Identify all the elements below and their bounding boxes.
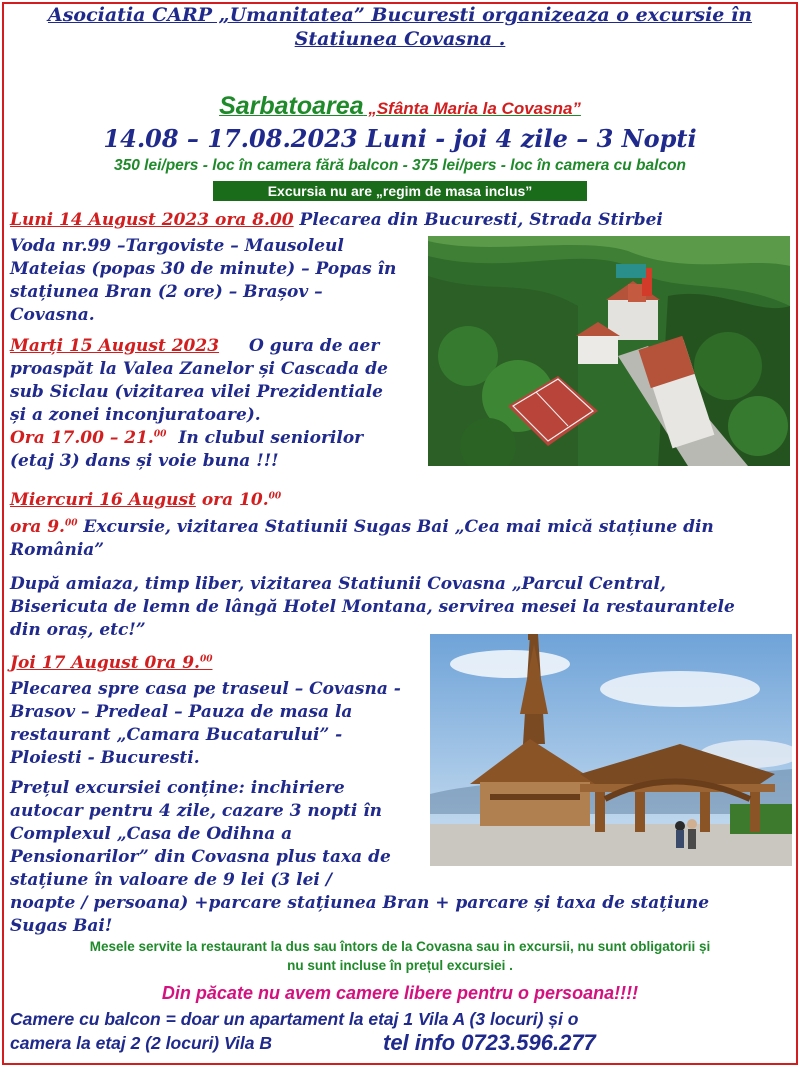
resort-aerial-svg [428, 236, 790, 466]
day3-afternoon-line-3: din oraș, etc!” [10, 620, 146, 640]
meals-note-line-2: nu sunt incluse în prețul excursiei . [287, 958, 513, 973]
includes-block [10, 777, 430, 892]
day2-line-6: (etaj 3) dans și voie buna !!! [10, 451, 279, 471]
day4-line-1 [10, 652, 430, 675]
day1-text-first: Plecarea din Bucuresti, Strada Stirbei [293, 210, 663, 230]
day2-label: Marți 15 August 2023 [10, 336, 220, 356]
includes-line-1: Prețul excursiei conține: inchiriere [10, 778, 345, 798]
day2-line-4: și a zonei inconjuratoare). [10, 405, 261, 425]
includes-line-7: Sugas Bai! [10, 916, 113, 936]
event-dates: 14.08 – 17.08.2023 Luni - joi 4 zile – 3 Nopti [103, 124, 697, 153]
includes-line-6: noapte / persoana) +parcare stațiunea Bran + parcare și taxa de stațiune [10, 893, 710, 913]
day2-line-2: proaspăt la Valea Zanelor și Cascada de [10, 359, 388, 379]
day2-line-3: sub Siclau (vizitarea vilei Prezidentiale [10, 382, 383, 402]
includes-block-wide [10, 892, 795, 938]
day1-label: Luni 14 August 2023 ora 8.00 [10, 210, 294, 230]
day4-line-3: Brasov – Predeal – Pauza de masa la [10, 702, 353, 722]
day2-line-1 [10, 335, 430, 358]
day3-line-1 [10, 489, 790, 512]
day1-line-3: Mateias (popas 30 de minute) – Popas în [10, 259, 397, 279]
rooms-line-2: camera la etaj 2 (2 locuri) Vila B [10, 1033, 272, 1053]
no-single-rooms-note: Din păcate nu avem camere libere pentru o persoana!!!! [161, 983, 639, 1003]
day1-line-5: Covasna. [10, 305, 95, 325]
rooms-line-1: Camere cu balcon = doar un apartament la etaj 1 Vila A (3 locuri) și o [10, 1009, 579, 1029]
day2-block [10, 358, 430, 473]
event-title [0, 92, 800, 121]
includes-line-5: stațiune în valoare de 9 lei (3 lei / [10, 870, 333, 890]
day3-block [10, 516, 790, 562]
no-meal-banner: Excursia nu are „regim de masa inclus” [213, 181, 587, 201]
includes-line-3: Complexul „Casa de Odihna a [10, 824, 293, 844]
day4-line-5: Ploiesti - Bucuresti. [10, 748, 200, 768]
tel-info: tel info 0723.596.277 [383, 1030, 596, 1055]
day3-label: Miercuri 16 August [10, 490, 196, 510]
day1-line-2: Voda nr.99 –Targoviste – Mausoleul [10, 236, 344, 256]
day3-line-2: ora 9.00 Excursie, vizitarea Statiunii Sugas Bai „Cea mai mică stațiune din [10, 517, 714, 537]
day2-time: Ora 17.00 – 21.00 [10, 428, 167, 448]
day1-line-1 [10, 209, 790, 232]
price-line: 350 lei/pers - loc în camera fără balcon - 375 lei/pers - loc în camera cu balcon [113, 157, 687, 174]
title-main: Sarbatoarea [219, 92, 364, 120]
day3-time: ora 9.00 [10, 517, 78, 537]
day2-text-first: O gura de aer [249, 336, 380, 356]
day2-time-line [10, 427, 430, 450]
title-sub: „Sfânta Maria la Covasna” [363, 99, 581, 118]
day1-block [10, 235, 430, 327]
day3-afternoon-line-1: După amiaza, timp liber, vizitarea Statiunii Covasna „Parcul Central, [10, 574, 666, 594]
day3-line-3: România” [10, 540, 105, 560]
meals-note [0, 937, 800, 975]
resort-aerial-photo [428, 236, 790, 466]
day4-block [10, 678, 430, 770]
day3-label-time: ora 10.00 [201, 490, 282, 510]
day4-label: Joi 17 August 0ra 9.00 [10, 653, 213, 673]
day3-afternoon [10, 573, 790, 642]
includes-line-4: Pensionarilor” din Covasna plus taxa de [10, 847, 391, 867]
header-line-2: Statiunea Covasna . [294, 28, 506, 50]
header-line-1: Asociatia CARP „Umanitatea” Bucuresti organizeaza o excursie în [47, 4, 753, 26]
meals-note-line-1: Mesele servite la restaurant la dus sau întors de la Covasna sau in excursii, nu sunt obligatorii și [89, 939, 711, 954]
church-gate-svg [430, 634, 792, 866]
includes-line-2: autocar pentru 4 zile, cazare 3 nopti în [10, 801, 383, 821]
day4-line-4: restaurant „Camara Bucatarului” - [10, 725, 343, 745]
day1-line-4: stațiunea Bran (2 ore) – Brașov – [10, 282, 323, 302]
header [0, 3, 800, 51]
day2-text-club: In clubul seniorilor [178, 428, 364, 448]
day4-line-2: Plecarea spre casa pe traseul – Covasna - [10, 679, 401, 699]
wooden-church-gate-photo [430, 634, 792, 866]
day3-afternoon-line-2: Bisericuta de lemn de lângă Hotel Montana, servirea mesei la restaurantele [10, 597, 735, 617]
